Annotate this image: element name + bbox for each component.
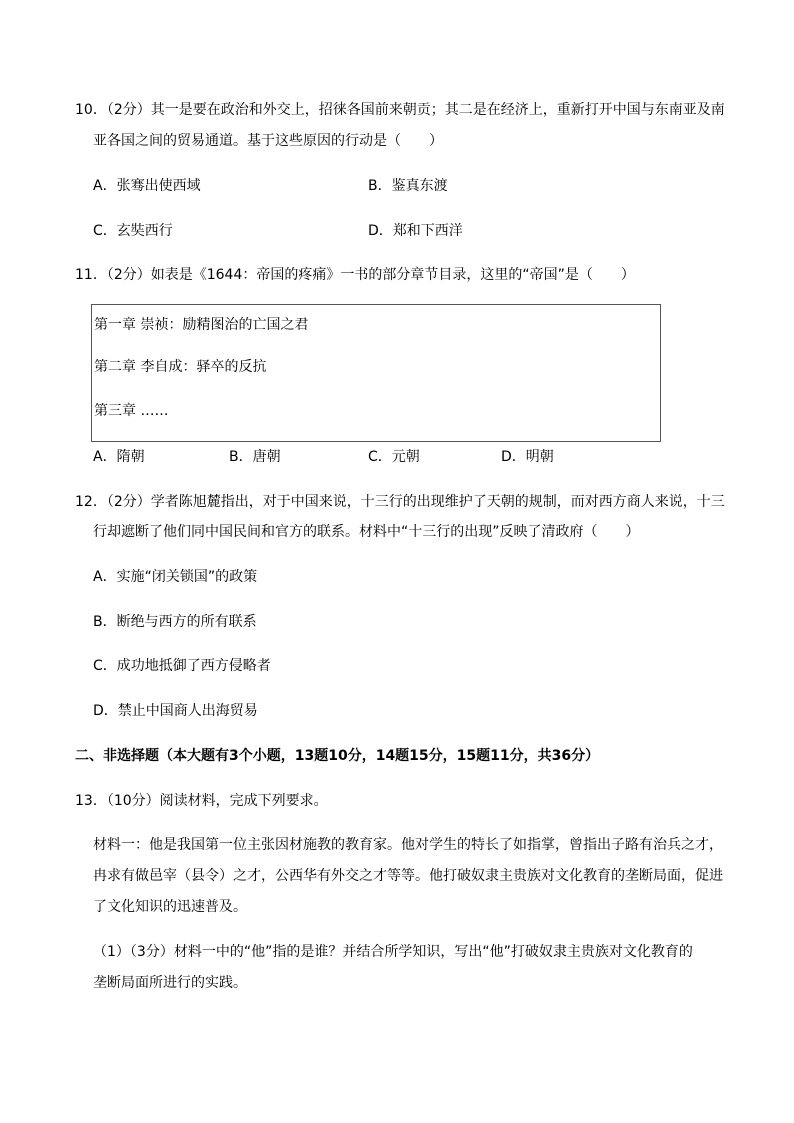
q10-option-a: A．张骞出使西域	[93, 178, 201, 194]
q10-option-d: D．郑和下西洋	[368, 223, 463, 239]
q12-option-a: A．实施“闭关锁国”的政策	[93, 569, 258, 585]
q13-material-line2: 冉求有做邑宰（县令）之才，公西华有外交之才等等。他打破奴隶主贵族对文化教育的垄断局面，促进	[93, 868, 723, 884]
q12-option-b: B．断绝与西方的所有联系	[93, 614, 257, 630]
q13-stem: 13．（10分）阅读材料，完成下列要求。	[75, 793, 328, 809]
q10-stem-line2: 亚各国之间的贸易通道。基于这些原因的行动是（ ）	[93, 133, 443, 149]
q11-option-c: C．元朝	[368, 449, 420, 465]
q11-stem: 11．（2分）如表是《1644：帝国的疼痛》一书的部分章节目录，这里的“帝国”是（ ）	[75, 267, 635, 283]
q10-option-c: C．玄奘西行	[93, 223, 173, 239]
section-heading-nonchoice: 二、非选择题（本大题有3个小题，13题10分，14题15分，15题11分，共36分）	[75, 748, 600, 764]
q10-stem-line1: 10．（2分）其一是要在政治和外交上，招徕各国前来朝贡；其二是在经济上，重新打开中国与东南亚及南	[75, 102, 725, 118]
q13-material-line3: 了文化知识的迅速普及。	[93, 899, 247, 915]
q11-table-row-2: 第二章 李自成：驿卒的反抗	[94, 359, 267, 375]
q11-option-a: A．隋朝	[93, 449, 145, 465]
q12-option-d: D．禁止中国商人出海贸易	[93, 703, 258, 719]
q11-chapter-table	[91, 304, 661, 442]
q12-stem-line1: 12．（2分）学者陈旭麓指出，对于中国来说，十三行的出现维护了天朝的规制，而对西方商人来说，十三	[75, 494, 725, 510]
q13-sub1-line1: （1）（3分）材料一中的“他”指的是谁？并结合所学知识，写出“他”打破奴隶主贵族对文化教育的	[93, 944, 693, 960]
q13-sub1-line2: 垄断局面所进行的实践。	[93, 975, 247, 991]
q11-table-row-1: 第一章 崇祯：励精图治的亡国之君	[94, 317, 309, 333]
q11-option-d: D．明朝	[501, 449, 554, 465]
q11-table-row-3: 第三章 ……	[94, 403, 169, 419]
q12-stem-line2: 行却遮断了他们同中国民间和官方的联系。材料中“十三行的出现”反映了清政府（ ）	[93, 524, 640, 540]
q12-option-c: C．成功地抵御了西方侵略者	[93, 658, 271, 674]
q13-material-line1: 材料一：他是我国第一位主张因材施教的教育家。他对学生的特长了如指掌，曾指出子路有治兵之才，	[93, 837, 723, 853]
q10-option-b: B．鉴真东渡	[368, 178, 448, 194]
q11-option-b: B．唐朝	[229, 449, 281, 465]
